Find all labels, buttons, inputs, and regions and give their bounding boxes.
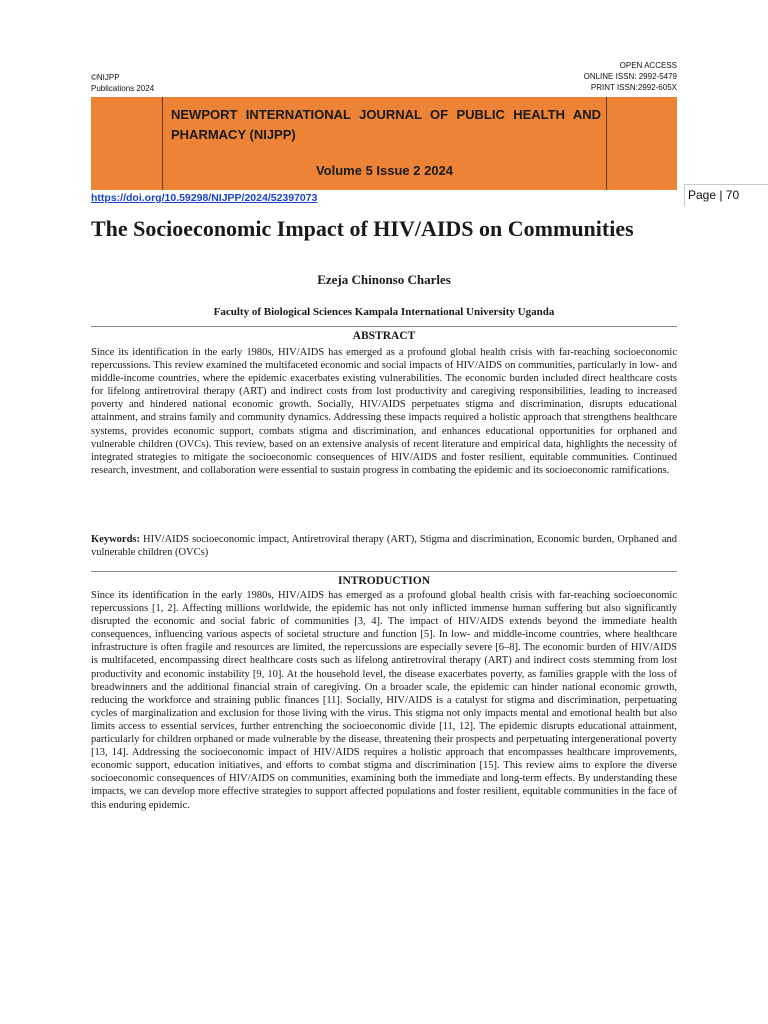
abstract-heading: ABSTRACT — [352, 330, 416, 342]
introduction-heading: INTRODUCTION — [337, 575, 430, 587]
online-issn: ONLINE ISSN: 2992-5479 — [583, 72, 677, 81]
journal-volume: Volume 5 Issue 2 2024 — [315, 163, 454, 178]
doi-link[interactable]: https://doi.org/10.59298/NIJPP/2024/52397073 — [91, 192, 318, 204]
journal-title: NEWPORT INTERNATIONAL JOURNAL OF PUBLIC HEALTH AND PHARMACY (NIJPP) — [171, 107, 601, 142]
article-author: Ezeja Chinonso Charles — [317, 272, 451, 287]
keywords-label: Keywords: — [91, 534, 140, 545]
publications-year: Publications 2024 — [91, 84, 155, 93]
print-issn: PRINT ISSN:2992-605X — [590, 83, 677, 92]
journal-banner-center — [162, 97, 607, 190]
keywords-text: HIV/AIDS socioeconomic impact, Antiretroviral therapy (ART), Stigma and discrimination, Economic burden, Orphaned and vulnerable children (OVCs) — [91, 534, 677, 559]
page-number: Page | 70 — [688, 188, 740, 202]
journal-banner — [91, 97, 677, 190]
open-access-label: OPEN ACCESS — [619, 61, 677, 70]
keywords-block — [91, 533, 677, 559]
publisher-name: ©NIJPP — [91, 73, 120, 82]
intro-top-rule — [91, 571, 677, 572]
abstract-top-rule — [91, 326, 677, 327]
article-title: The Socioeconomic Impact of HIV/AIDS on Communities — [91, 216, 634, 241]
page-label-divider — [684, 184, 685, 206]
introduction-text: Since its identification in the early 1980s, HIV/AIDS has emerged as a profound global health crisis with far-reaching socioeconomic repercussions [1, 2]. Affecting millions worldwide, the epidemic has not only inflicted immense human suffering but also significantly disrupted the economic and social fabric of communities [3, 4]. The impact of HIV/AIDS extends beyond the immediate health consequences, influencing various aspects of societal structure and function [5]. In low- and middle-income countries, where healthcare infrastructure is often fragile and resources are limited, the repercussions are especially severe [6–8]. The economic burden of HIV/AIDS is multifaceted, encompassing direct healthcare costs such as lifelong antiretroviral therapy (ART) and indirect costs stemming from lost productivity and economic instability [9, 10]. At the household level, the disease exacerbates poverty, as families grapple with the loss of breadwinners and the additional financial strain of caregiving. On a broader scale, the epidemic can hinder national economic growth, reducing the workforce and straining public finances [11]. Socially, HIV/AIDS is a catalyst for stigma and discrimination, perpetuating cycles of marginalization and exclusion for those living with the virus. This stigma not only impacts mental and emotional health but also limits access to essential services, further entrenching the socioeconomic divide [11, 12]. The epidemic disrupts educational attainment, particularly for children orphaned or made vulnerable by the disease, threatening their prospects and perpetuating intergenerational poverty [13, 14]. Addressing the socioeconomic impact of HIV/AIDS requires a holistic approach that encompasses healthcare improvements, economic support, education initiatives, and efforts to combat stigma and discrimination [15]. This review aims to explore the diverse socioeconomic consequences of HIV/AIDS on communities, examining both the immediate and long-term effects. By understanding these impacts, we can develop more effective strategies to support affected populations and foster resilient, equitable communities in the face of this enduring epidemic. — [91, 590, 677, 811]
publisher-info — [91, 72, 154, 94]
abstract-text: Since its identification in the early 1980s, HIV/AIDS has emerged as a profound global health crisis with far-reaching socioeconomic repercussions. This review examined the multifaceted economic and social impacts of HIV/AIDS on communities, particularly in low- and middle-income countries, where the epidemic exacerbates existing vulnerabilities. The economic burden included direct healthcare costs for lifelong antiretroviral therapy (ART) and indirect costs from lost productivity and caregiving responsibilities, leading to increased poverty and hindered national economic growth. Socially, HIV/AIDS perpetuates stigma and discrimination, disrupts educational attainment, and strains family and community dynamics. Addressing these impacts required a holistic approach that strengthens healthcare systems, provides economic support, combats stigma and discrimination, and enhances educational opportunities for orphaned and vulnerable children (OVCs). This review, based on an extensive analysis of recent literature and empirical data, highlights the necessity of integrated strategies to mitigate the socioeconomic consequences of HIV/AIDS and foster resilient, equitable communities. Continued research, investment, and collaboration were essential to sustain progress in combating the epidemic and its socioeconomic ramifications. — [91, 347, 677, 476]
issn-info — [584, 60, 677, 93]
author-affiliation: Faculty of Biological Sciences Kampala International University Uganda — [213, 306, 555, 318]
page-label-rule — [684, 184, 768, 185]
